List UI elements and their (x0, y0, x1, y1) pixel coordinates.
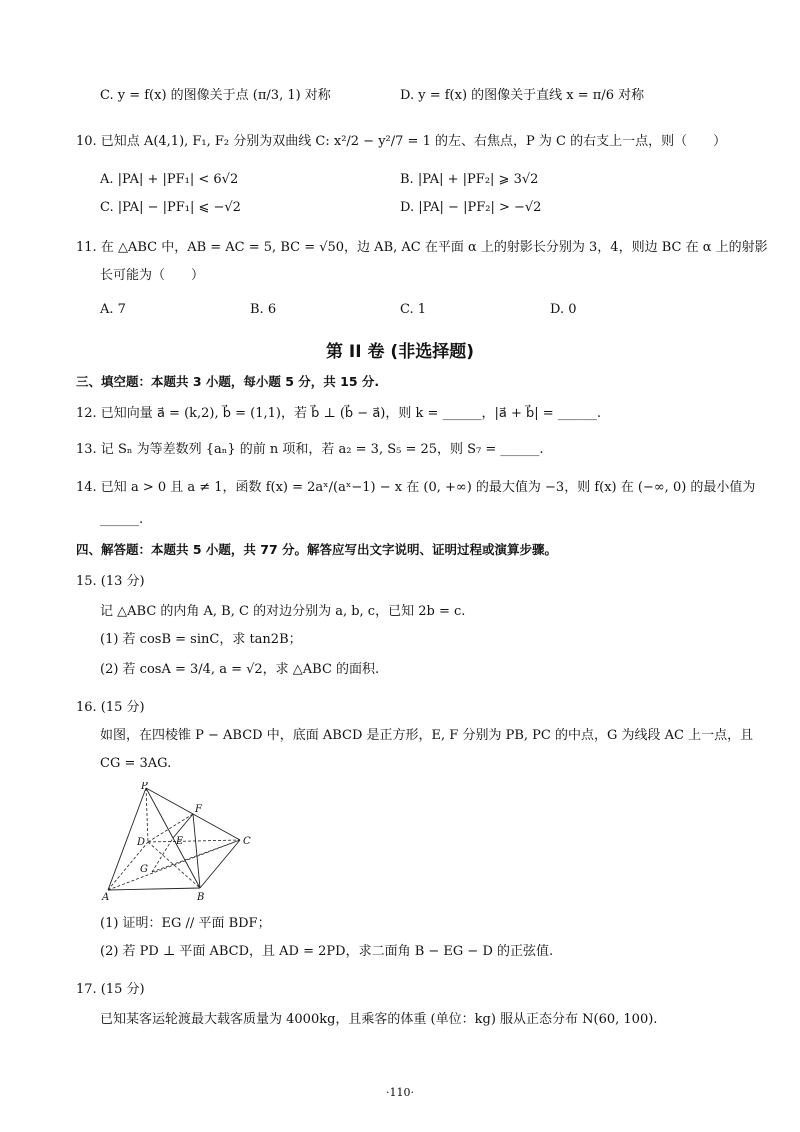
q16-part2: (2) 若 PD ⊥ 平面 ABCD，且 AD = 2PD，求二面角 B − EG − D 的正弦值. (100, 944, 554, 959)
label-G: G (140, 864, 148, 875)
q17-body: 已知某客运轮渡最大载客质量为 4000kg，且乘客的体重 (单位：kg) 服从正态分布 N(60, 100). (100, 1012, 658, 1027)
label-F: F (195, 804, 202, 815)
q11-stem-line1: 11. 在 △ABC 中，AB = AC = 5, BC = √50，边 AB, AC 在平面 α 上的射影长分别为 3，4，则边 BC 在 α 上的射影 (76, 240, 768, 255)
q10-stem: 10. 已知点 A(4,1), F₁, F₂ 分别为双曲线 C: x²/2 − y²/7 = 1 的左、右焦点，P 为 C 的右支上一点，则（ ） (76, 134, 727, 149)
q10-option-a: A. |PA| + |PF₁| < 6√2 (100, 172, 239, 187)
q11-option-c: C. 1 (400, 302, 427, 317)
q14-line1: 14. 已知 a > 0 且 a ≠ 1，函数 f(x) = 2aˣ/(aˣ−1) − x 在 (0, +∞) 的最大值为 −3，则 f(x) 在 (−∞, 0) 的最小值为 (76, 480, 756, 495)
q10-option-b: B. |PA| + |PF₂| ⩾ 3√2 (400, 172, 539, 187)
edge-EF (173, 814, 193, 838)
q15-body: 记 △ABC 的内角 A, B, C 的对边分别为 a, b, c，已知 2b = c. (100, 604, 466, 619)
q12: 12. 已知向量 a⃗ = (k,2), b⃗ = (1,1)，若 b⃗ ⊥ (b⃗ − a⃗)，则 k = ______，|a⃗ + b⃗| = ______. (76, 406, 601, 421)
q10-option-c: C. |PA| − |PF₁| ⩽ −√2 (100, 200, 241, 215)
seg-DF (148, 814, 193, 842)
page-number: ·110· (386, 1086, 414, 1099)
q11-option-a: A. 7 (100, 302, 126, 317)
q9-option-d: D. y = f(x) 的图像关于直线 x = π/6 对称 (400, 88, 645, 103)
label-C: C (243, 836, 251, 847)
edge-PD (146, 788, 148, 842)
label-P: P (141, 782, 148, 792)
q17-heading: 17. (15 分) (76, 982, 145, 997)
q16-heading: 16. (15 分) (76, 700, 145, 715)
q16-body-line2: CG = 3AG. (100, 756, 172, 771)
q11-option-d: D. 0 (550, 302, 577, 317)
q16-body-line1: 如图，在四棱锥 P − ABCD 中，底面 ABCD 是正方形，E, F 分别为 PB, PC 的中点，G 为线段 AC 上一点，且 (100, 728, 754, 743)
edge-AB (108, 888, 200, 890)
q11-stem-line2: 长可能为（ ） (100, 268, 205, 283)
q10-option-d: D. |PA| − |PF₂| > −√2 (400, 200, 542, 215)
label-B: B (197, 892, 205, 902)
q15-part1: (1) 若 cosB = sinC，求 tan2B； (100, 632, 302, 647)
q15-part2: (2) 若 cosA = 3/4, a = √2，求 △ABC 的面积. (100, 662, 380, 677)
solve-heading: 四、解答题：本题共 5 小题，共 77 分。解答应写出文字说明、证明过程或演算步骤。 (76, 542, 558, 557)
q15-heading: 15. (13 分) (76, 574, 145, 589)
q11-option-b: B. 6 (250, 302, 277, 317)
edge-DC (148, 840, 240, 842)
pyramid-figure (100, 782, 260, 902)
label-A: A (102, 892, 110, 902)
q16-part1: (1) 证明：EG // 平面 BDF； (100, 916, 271, 931)
q13: 13. 记 Sₙ 为等差数列 {aₙ} 的前 n 项和，若 a₂ = 3, S₅ = 25，则 S₇ = ______. (76, 442, 544, 457)
section-ii-title: 第 II 卷 (非选择题) (326, 342, 474, 362)
q14-line2: ______. (100, 512, 144, 527)
label-E: E (176, 836, 184, 847)
q9-option-c: C. y = f(x) 的图像关于点 (π/3, 1) 对称 (100, 88, 331, 103)
label-D: D (137, 837, 146, 848)
fill-in-heading: 三、填空题：本题共 3 小题，每小题 5 分，共 15 分. (76, 374, 380, 389)
